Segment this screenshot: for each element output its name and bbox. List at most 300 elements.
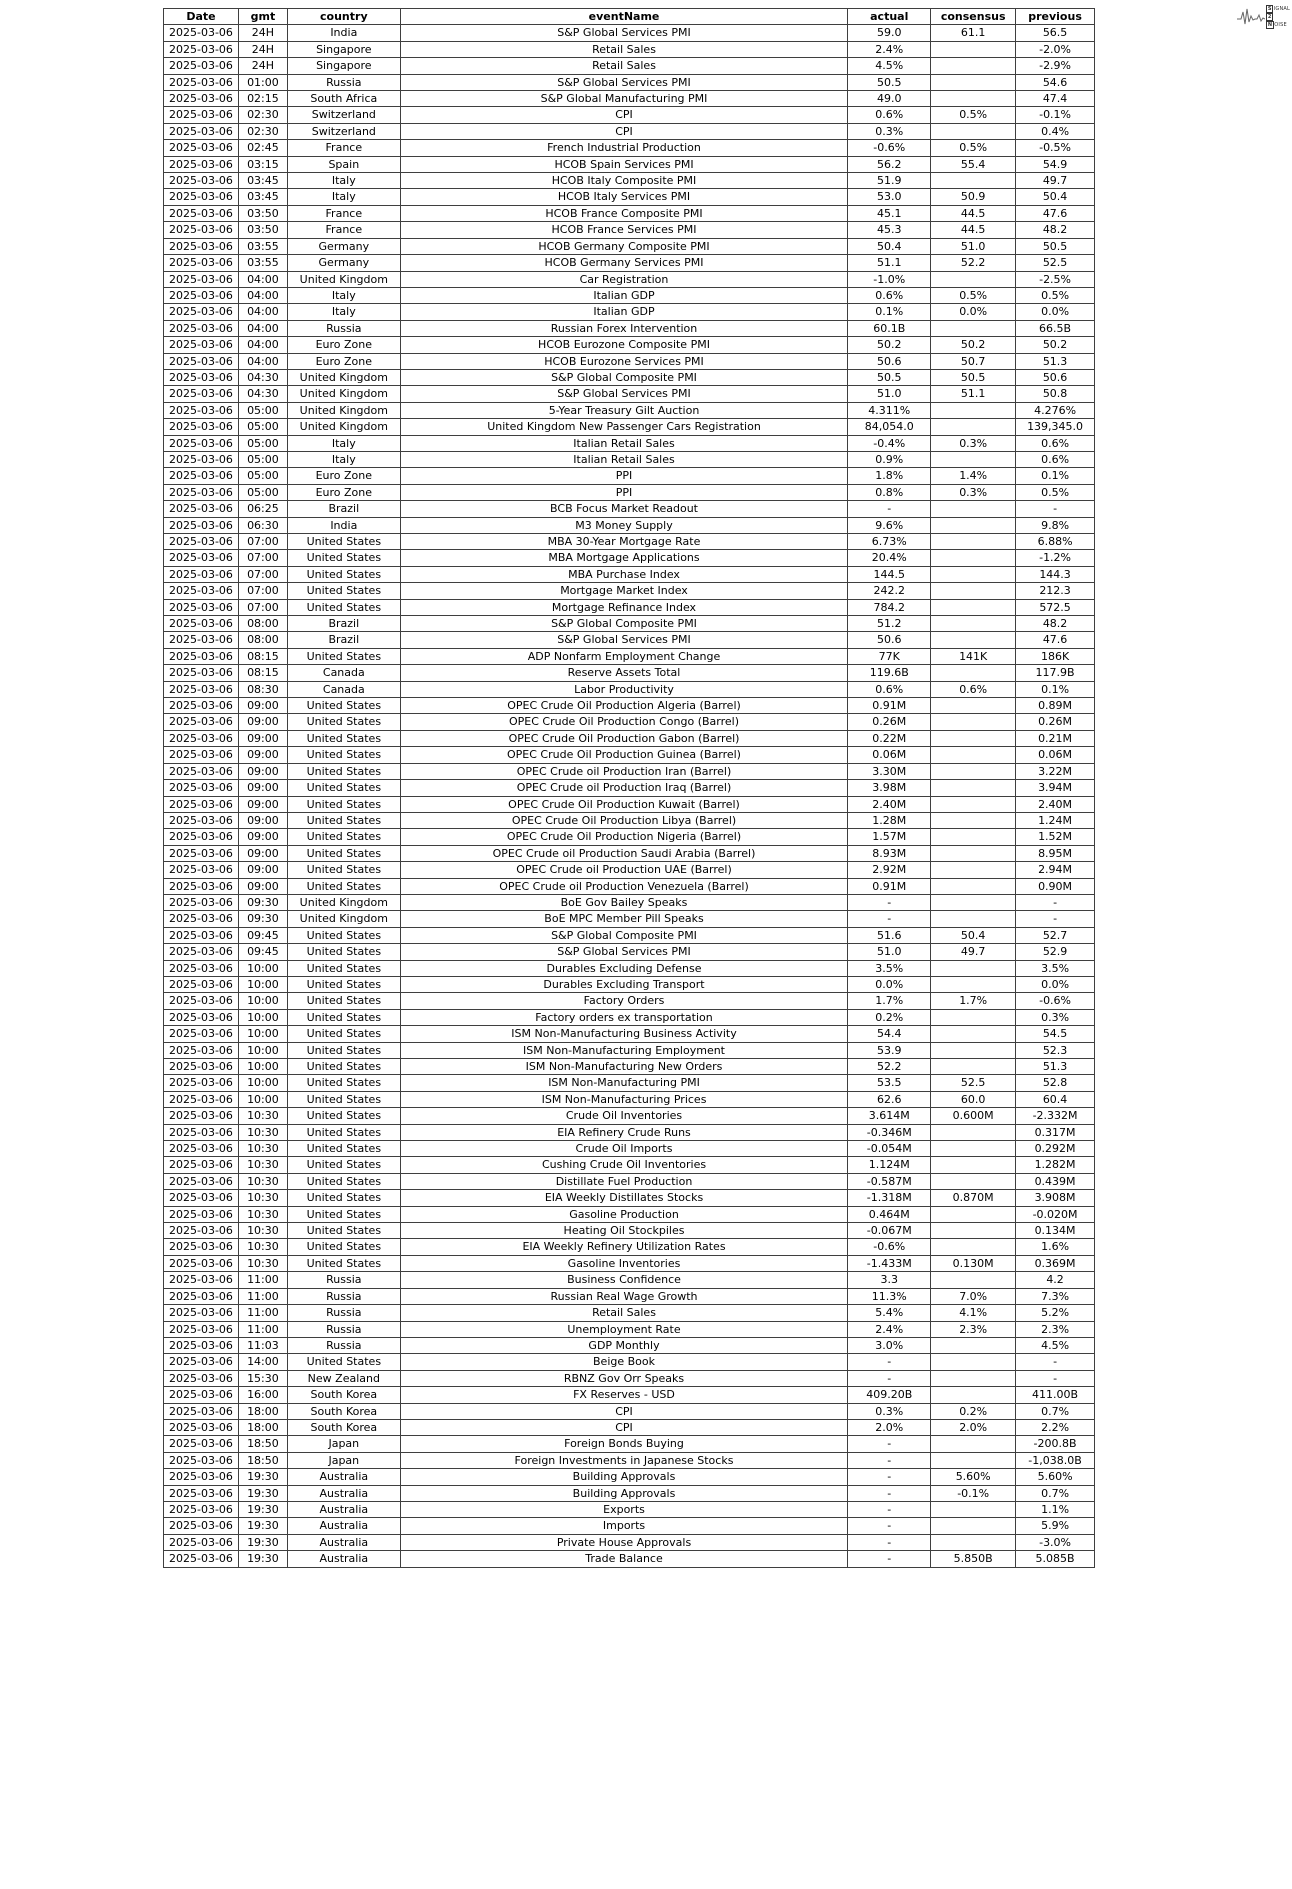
cell-eventname: Russian Forex Intervention [400, 320, 848, 336]
cell-previous: 0.90M [1016, 878, 1095, 894]
cell-gmt: 08:00 [238, 616, 287, 632]
cell-eventname: Unemployment Rate [400, 1321, 848, 1337]
cell-consensus [931, 550, 1016, 566]
cell-eventname: S&P Global Manufacturing PMI [400, 91, 848, 107]
cell-previous: - [1016, 911, 1095, 927]
cell-country: South Korea [287, 1419, 400, 1435]
table-row [164, 468, 1095, 484]
cell-date: 2025-03-06 [164, 189, 239, 205]
cell-previous: 4.5% [1016, 1337, 1095, 1353]
cell-actual: 54.4 [848, 1026, 931, 1042]
cell-country: United States [287, 878, 400, 894]
cell-date: 2025-03-06 [164, 1321, 239, 1337]
cell-previous: -2.0% [1016, 41, 1095, 57]
cell-previous: 1.282M [1016, 1157, 1095, 1173]
table-row [164, 763, 1095, 779]
cell-consensus: 51.1 [931, 386, 1016, 402]
cell-previous: 52.8 [1016, 1075, 1095, 1091]
cell-date: 2025-03-06 [164, 140, 239, 156]
table-row [164, 1255, 1095, 1271]
cell-actual: - [848, 1370, 931, 1386]
cell-eventname: EIA Weekly Refinery Utilization Rates [400, 1239, 848, 1255]
cell-previous: 2.3% [1016, 1321, 1095, 1337]
cell-actual: 0.464M [848, 1206, 931, 1222]
cell-gmt: 10:30 [238, 1239, 287, 1255]
cell-date: 2025-03-06 [164, 1305, 239, 1321]
cell-country: United States [287, 845, 400, 861]
table-row [164, 648, 1095, 664]
cell-date: 2025-03-06 [164, 550, 239, 566]
cell-date: 2025-03-06 [164, 1108, 239, 1124]
cell-date: 2025-03-06 [164, 796, 239, 812]
cell-consensus [931, 1059, 1016, 1075]
cell-previous: 48.2 [1016, 222, 1095, 238]
cell-country: United States [287, 534, 400, 550]
cell-consensus: -0.1% [931, 1485, 1016, 1501]
table-row [164, 320, 1095, 336]
cell-eventname: Italian Retail Sales [400, 435, 848, 451]
cell-date: 2025-03-06 [164, 1551, 239, 1567]
cell-previous: 51.3 [1016, 353, 1095, 369]
cell-gmt: 08:15 [238, 665, 287, 681]
cell-actual: 51.1 [848, 255, 931, 271]
table-row [164, 698, 1095, 714]
table-row [164, 1518, 1095, 1534]
event-table-body [164, 25, 1095, 1567]
cell-country: United States [287, 714, 400, 730]
cell-gmt: 05:00 [238, 451, 287, 467]
cell-gmt: 19:30 [238, 1551, 287, 1567]
cell-consensus [931, 419, 1016, 435]
cell-gmt: 18:50 [238, 1436, 287, 1452]
cell-actual: 0.91M [848, 698, 931, 714]
cell-consensus [931, 451, 1016, 467]
cell-consensus [931, 320, 1016, 336]
cell-eventname: 5-Year Treasury Gilt Auction [400, 402, 848, 418]
cell-previous: 49.7 [1016, 173, 1095, 189]
cell-actual: 62.6 [848, 1091, 931, 1107]
cell-date: 2025-03-06 [164, 976, 239, 992]
cell-country: Italy [287, 173, 400, 189]
cell-previous: -1.2% [1016, 550, 1095, 566]
cell-eventname: Beige Book [400, 1354, 848, 1370]
cell-eventname: Retail Sales [400, 1305, 848, 1321]
cell-previous: -1,038.0B [1016, 1452, 1095, 1468]
cell-consensus [931, 1026, 1016, 1042]
cell-eventname: EIA Refinery Crude Runs [400, 1124, 848, 1140]
cell-eventname: BCB Focus Market Readout [400, 501, 848, 517]
cell-date: 2025-03-06 [164, 173, 239, 189]
cell-date: 2025-03-06 [164, 1190, 239, 1206]
cell-consensus: 0.0% [931, 304, 1016, 320]
cell-date: 2025-03-06 [164, 1059, 239, 1075]
cell-previous: 0.0% [1016, 976, 1095, 992]
table-row [164, 271, 1095, 287]
cell-consensus: 55.4 [931, 156, 1016, 172]
cell-actual: 6.73% [848, 534, 931, 550]
cell-actual: 0.91M [848, 878, 931, 894]
table-row [164, 419, 1095, 435]
cell-eventname: MBA 30-Year Mortgage Rate [400, 534, 848, 550]
cell-date: 2025-03-06 [164, 320, 239, 336]
cell-date: 2025-03-06 [164, 599, 239, 615]
cell-gmt: 03:45 [238, 189, 287, 205]
cell-actual: 20.4% [848, 550, 931, 566]
table-row [164, 1124, 1095, 1140]
cell-gmt: 10:00 [238, 1042, 287, 1058]
cell-eventname: Italian GDP [400, 287, 848, 303]
cell-date: 2025-03-06 [164, 1419, 239, 1435]
cell-previous: 54.5 [1016, 1026, 1095, 1042]
cell-gmt: 10:30 [238, 1108, 287, 1124]
cell-previous: 0.317M [1016, 1124, 1095, 1140]
cell-eventname: Reserve Assets Total [400, 665, 848, 681]
cell-previous: 1.24M [1016, 812, 1095, 828]
cell-eventname: HCOB France Composite PMI [400, 205, 848, 221]
cell-gmt: 09:00 [238, 698, 287, 714]
cell-consensus: 44.5 [931, 222, 1016, 238]
cell-eventname: CPI [400, 1403, 848, 1419]
cell-consensus [931, 599, 1016, 615]
table-row [164, 140, 1095, 156]
cell-actual: 3.98M [848, 780, 931, 796]
cell-date: 2025-03-06 [164, 1272, 239, 1288]
cell-previous: 0.21M [1016, 730, 1095, 746]
cell-gmt: 07:00 [238, 550, 287, 566]
cell-previous: 66.5B [1016, 320, 1095, 336]
cell-gmt: 24H [238, 58, 287, 74]
cell-date: 2025-03-06 [164, 878, 239, 894]
cell-country: France [287, 140, 400, 156]
table-row [164, 780, 1095, 796]
cell-gmt: 09:30 [238, 911, 287, 927]
cell-consensus [931, 894, 1016, 910]
cell-consensus [931, 616, 1016, 632]
cell-eventname: ISM Non-Manufacturing PMI [400, 1075, 848, 1091]
cell-gmt: 05:00 [238, 402, 287, 418]
cell-country: United Kingdom [287, 911, 400, 927]
cell-date: 2025-03-06 [164, 894, 239, 910]
cell-country: Canada [287, 665, 400, 681]
cell-previous: 572.5 [1016, 599, 1095, 615]
cell-actual: 1.124M [848, 1157, 931, 1173]
cell-actual: 0.6% [848, 681, 931, 697]
cell-eventname: GDP Monthly [400, 1337, 848, 1353]
table-row [164, 484, 1095, 500]
cell-date: 2025-03-06 [164, 1173, 239, 1189]
cell-gmt: 03:45 [238, 173, 287, 189]
table-row [164, 156, 1095, 172]
table-row [164, 451, 1095, 467]
cell-gmt: 03:15 [238, 156, 287, 172]
cell-date: 2025-03-06 [164, 911, 239, 927]
cell-eventname: Italian Retail Sales [400, 451, 848, 467]
cell-previous: 0.7% [1016, 1485, 1095, 1501]
cell-country: United States [287, 927, 400, 943]
cell-country: United States [287, 1354, 400, 1370]
cell-country: Japan [287, 1452, 400, 1468]
cell-consensus [931, 1141, 1016, 1157]
cell-previous: 48.2 [1016, 616, 1095, 632]
cell-country: Russia [287, 1337, 400, 1353]
cell-previous: 47.6 [1016, 205, 1095, 221]
cell-consensus: 50.9 [931, 189, 1016, 205]
cell-previous: 60.4 [1016, 1091, 1095, 1107]
cell-date: 2025-03-06 [164, 1075, 239, 1091]
cell-actual: 3.0% [848, 1337, 931, 1353]
cell-consensus [931, 960, 1016, 976]
cell-gmt: 04:00 [238, 320, 287, 336]
cell-eventname: HCOB Eurozone Services PMI [400, 353, 848, 369]
cell-country: France [287, 222, 400, 238]
cell-eventname: HCOB France Services PMI [400, 222, 848, 238]
cell-gmt: 09:00 [238, 714, 287, 730]
table-row [164, 123, 1095, 139]
cell-actual: - [848, 1436, 931, 1452]
cell-previous: 0.292M [1016, 1141, 1095, 1157]
cell-eventname: Private House Approvals [400, 1534, 848, 1550]
table-row [164, 1534, 1095, 1550]
cell-eventname: Distillate Fuel Production [400, 1173, 848, 1189]
cell-previous: 5.9% [1016, 1518, 1095, 1534]
cell-gmt: 10:00 [238, 993, 287, 1009]
cell-country: Italy [287, 451, 400, 467]
cell-previous: 50.4 [1016, 189, 1095, 205]
cell-gmt: 06:25 [238, 501, 287, 517]
cell-gmt: 18:00 [238, 1419, 287, 1435]
cell-gmt: 05:00 [238, 419, 287, 435]
cell-actual: 60.1B [848, 320, 931, 336]
table-row [164, 1403, 1095, 1419]
table-row [164, 550, 1095, 566]
cell-date: 2025-03-06 [164, 698, 239, 714]
cell-previous: 7.3% [1016, 1288, 1095, 1304]
cell-previous: 0.89M [1016, 698, 1095, 714]
table-row [164, 1419, 1095, 1435]
cell-consensus [931, 665, 1016, 681]
cell-date: 2025-03-06 [164, 1009, 239, 1025]
cell-consensus: 4.1% [931, 1305, 1016, 1321]
table-row [164, 829, 1095, 845]
cell-date: 2025-03-06 [164, 222, 239, 238]
cell-consensus: 5.850B [931, 1551, 1016, 1567]
cell-previous: 3.94M [1016, 780, 1095, 796]
cell-previous: 47.4 [1016, 91, 1095, 107]
cell-country: India [287, 517, 400, 533]
cell-country: Russia [287, 74, 400, 90]
table-row [164, 1223, 1095, 1239]
cell-date: 2025-03-06 [164, 763, 239, 779]
cell-country: India [287, 25, 400, 41]
cell-actual: 2.4% [848, 41, 931, 57]
cell-actual: 50.6 [848, 353, 931, 369]
cell-eventname: ISM Non-Manufacturing Prices [400, 1091, 848, 1107]
cell-previous: 6.88% [1016, 534, 1095, 550]
cell-actual: 53.5 [848, 1075, 931, 1091]
cell-actual: 0.0% [848, 976, 931, 992]
cell-actual: 50.4 [848, 238, 931, 254]
cell-eventname: S&P Global Services PMI [400, 632, 848, 648]
cell-previous: 0.6% [1016, 451, 1095, 467]
cell-date: 2025-03-06 [164, 1534, 239, 1550]
cell-consensus [931, 698, 1016, 714]
cell-date: 2025-03-06 [164, 369, 239, 385]
cell-date: 2025-03-06 [164, 780, 239, 796]
cell-previous: 0.369M [1016, 1255, 1095, 1271]
cell-date: 2025-03-06 [164, 1370, 239, 1386]
cell-gmt: 09:00 [238, 845, 287, 861]
cell-previous: 0.0% [1016, 304, 1095, 320]
economic-calendar-table [163, 8, 1095, 1568]
cell-date: 2025-03-06 [164, 386, 239, 402]
cell-previous: 5.2% [1016, 1305, 1095, 1321]
cell-actual: 0.1% [848, 304, 931, 320]
cell-actual: 77K [848, 648, 931, 664]
cell-consensus: 52.2 [931, 255, 1016, 271]
cell-previous: 1.1% [1016, 1501, 1095, 1517]
cell-previous: -200.8B [1016, 1436, 1095, 1452]
cell-actual: -1.318M [848, 1190, 931, 1206]
cell-gmt: 09:00 [238, 878, 287, 894]
cell-gmt: 07:00 [238, 599, 287, 615]
cell-date: 2025-03-06 [164, 665, 239, 681]
cell-previous: -0.5% [1016, 140, 1095, 156]
cell-gmt: 19:30 [238, 1469, 287, 1485]
cell-previous: 0.6% [1016, 435, 1095, 451]
table-row [164, 1387, 1095, 1403]
cell-eventname: ISM Non-Manufacturing Business Activity [400, 1026, 848, 1042]
table-row [164, 1042, 1095, 1058]
cell-consensus [931, 812, 1016, 828]
cell-country: South Korea [287, 1387, 400, 1403]
cell-date: 2025-03-06 [164, 107, 239, 123]
cell-actual: 5.4% [848, 1305, 931, 1321]
table-row [164, 304, 1095, 320]
cell-country: United States [287, 812, 400, 828]
cell-actual: - [848, 1501, 931, 1517]
table-row [164, 845, 1095, 861]
table-row [164, 747, 1095, 763]
table-row [164, 1157, 1095, 1173]
cell-eventname: CPI [400, 123, 848, 139]
cell-consensus [931, 1436, 1016, 1452]
cell-country: South Korea [287, 1403, 400, 1419]
cell-eventname: Factory Orders [400, 993, 848, 1009]
table-row [164, 681, 1095, 697]
table-row [164, 944, 1095, 960]
cell-gmt: 07:00 [238, 583, 287, 599]
cell-consensus: 61.1 [931, 25, 1016, 41]
cell-country: United States [287, 1157, 400, 1173]
cell-gmt: 07:00 [238, 566, 287, 582]
cell-previous: 0.26M [1016, 714, 1095, 730]
cell-eventname: EIA Weekly Distillates Stocks [400, 1190, 848, 1206]
cell-country: United States [287, 730, 400, 746]
cell-actual: 3.30M [848, 763, 931, 779]
cell-country: Euro Zone [287, 484, 400, 500]
cell-gmt: 08:15 [238, 648, 287, 664]
cell-country: United States [287, 1108, 400, 1124]
table-row [164, 894, 1095, 910]
cell-eventname: Heating Oil Stockpiles [400, 1223, 848, 1239]
cell-actual: 50.5 [848, 74, 931, 90]
cell-country: United States [287, 1075, 400, 1091]
cell-consensus [931, 829, 1016, 845]
cell-eventname: ISM Non-Manufacturing New Orders [400, 1059, 848, 1075]
cell-country: Singapore [287, 41, 400, 57]
cell-actual: 0.2% [848, 1009, 931, 1025]
cell-eventname: FX Reserves - USD [400, 1387, 848, 1403]
cell-date: 2025-03-06 [164, 1452, 239, 1468]
cell-consensus [931, 1272, 1016, 1288]
cell-actual: 144.5 [848, 566, 931, 582]
cell-eventname: HCOB Eurozone Composite PMI [400, 337, 848, 353]
cell-country: United States [287, 1239, 400, 1255]
cell-country: Russia [287, 1305, 400, 1321]
cell-gmt: 03:55 [238, 238, 287, 254]
table-row [164, 1108, 1095, 1124]
cell-gmt: 02:45 [238, 140, 287, 156]
table-row [164, 189, 1095, 205]
cell-country: United States [287, 583, 400, 599]
cell-actual: -0.346M [848, 1124, 931, 1140]
cell-gmt: 10:30 [238, 1223, 287, 1239]
cell-actual: 59.0 [848, 25, 931, 41]
cell-consensus [931, 534, 1016, 550]
cell-gmt: 03:55 [238, 255, 287, 271]
cell-consensus: 50.7 [931, 353, 1016, 369]
cell-actual: 0.26M [848, 714, 931, 730]
cell-date: 2025-03-06 [164, 1354, 239, 1370]
table-row [164, 1370, 1095, 1386]
cell-consensus [931, 845, 1016, 861]
cell-consensus [931, 1370, 1016, 1386]
cell-previous: - [1016, 894, 1095, 910]
cell-gmt: 02:30 [238, 123, 287, 139]
cell-previous: 52.5 [1016, 255, 1095, 271]
cell-date: 2025-03-06 [164, 862, 239, 878]
cell-gmt: 09:00 [238, 829, 287, 845]
cell-country: Brazil [287, 632, 400, 648]
cell-country: Germany [287, 255, 400, 271]
cell-gmt: 09:00 [238, 780, 287, 796]
cell-actual: 51.9 [848, 173, 931, 189]
cell-consensus [931, 1354, 1016, 1370]
cell-date: 2025-03-06 [164, 1288, 239, 1304]
cell-actual: - [848, 1534, 931, 1550]
cell-country: United Kingdom [287, 271, 400, 287]
cell-country: United States [287, 698, 400, 714]
cell-gmt: 14:00 [238, 1354, 287, 1370]
table-row [164, 1272, 1095, 1288]
table-row [164, 205, 1095, 221]
cell-country: Switzerland [287, 123, 400, 139]
cell-date: 2025-03-06 [164, 1518, 239, 1534]
cell-consensus [931, 1124, 1016, 1140]
cell-eventname: HCOB Germany Services PMI [400, 255, 848, 271]
cell-previous: 5.60% [1016, 1469, 1095, 1485]
cell-previous: - [1016, 501, 1095, 517]
cell-consensus [931, 911, 1016, 927]
table-row [164, 534, 1095, 550]
cell-actual: 50.5 [848, 369, 931, 385]
cell-country: Russia [287, 1321, 400, 1337]
cell-gmt: 10:30 [238, 1157, 287, 1173]
table-row [164, 517, 1095, 533]
cell-country: Brazil [287, 501, 400, 517]
cell-previous: 50.2 [1016, 337, 1095, 353]
table-row [164, 58, 1095, 74]
